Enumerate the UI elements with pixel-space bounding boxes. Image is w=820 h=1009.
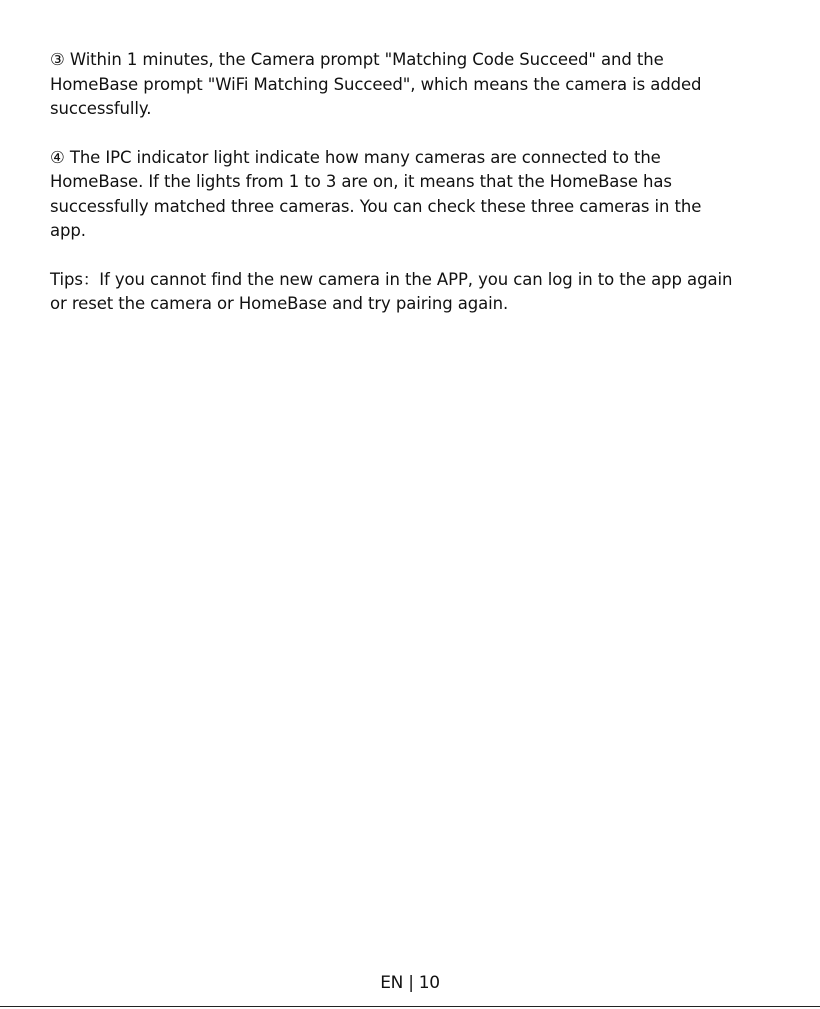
page-content [50,48,790,341]
page-number: EN | 10 [380,973,440,993]
step-3-paragraph: ③ Within 1 minutes, the Camera prompt "Matching Code Succeed" and the HomeBase prompt "WiFi Matching Succeed", which means the camera is added successfully. [50,50,702,118]
step-4-paragraph: ④ The IPC indicator light indicate how many cameras are connected to the HomeBase. If the lights from 1 to 3 are on, it means that the HomeBase has successfully matched three cameras. You can check these three cameras in the app. [50,147,702,240]
tips-paragraph: Tips：If you cannot find the new camera in the APP, you can log in to the app again or reset the camera or HomeBase and try pairing again. [50,269,733,313]
bottom-divider [0,1006,820,1007]
